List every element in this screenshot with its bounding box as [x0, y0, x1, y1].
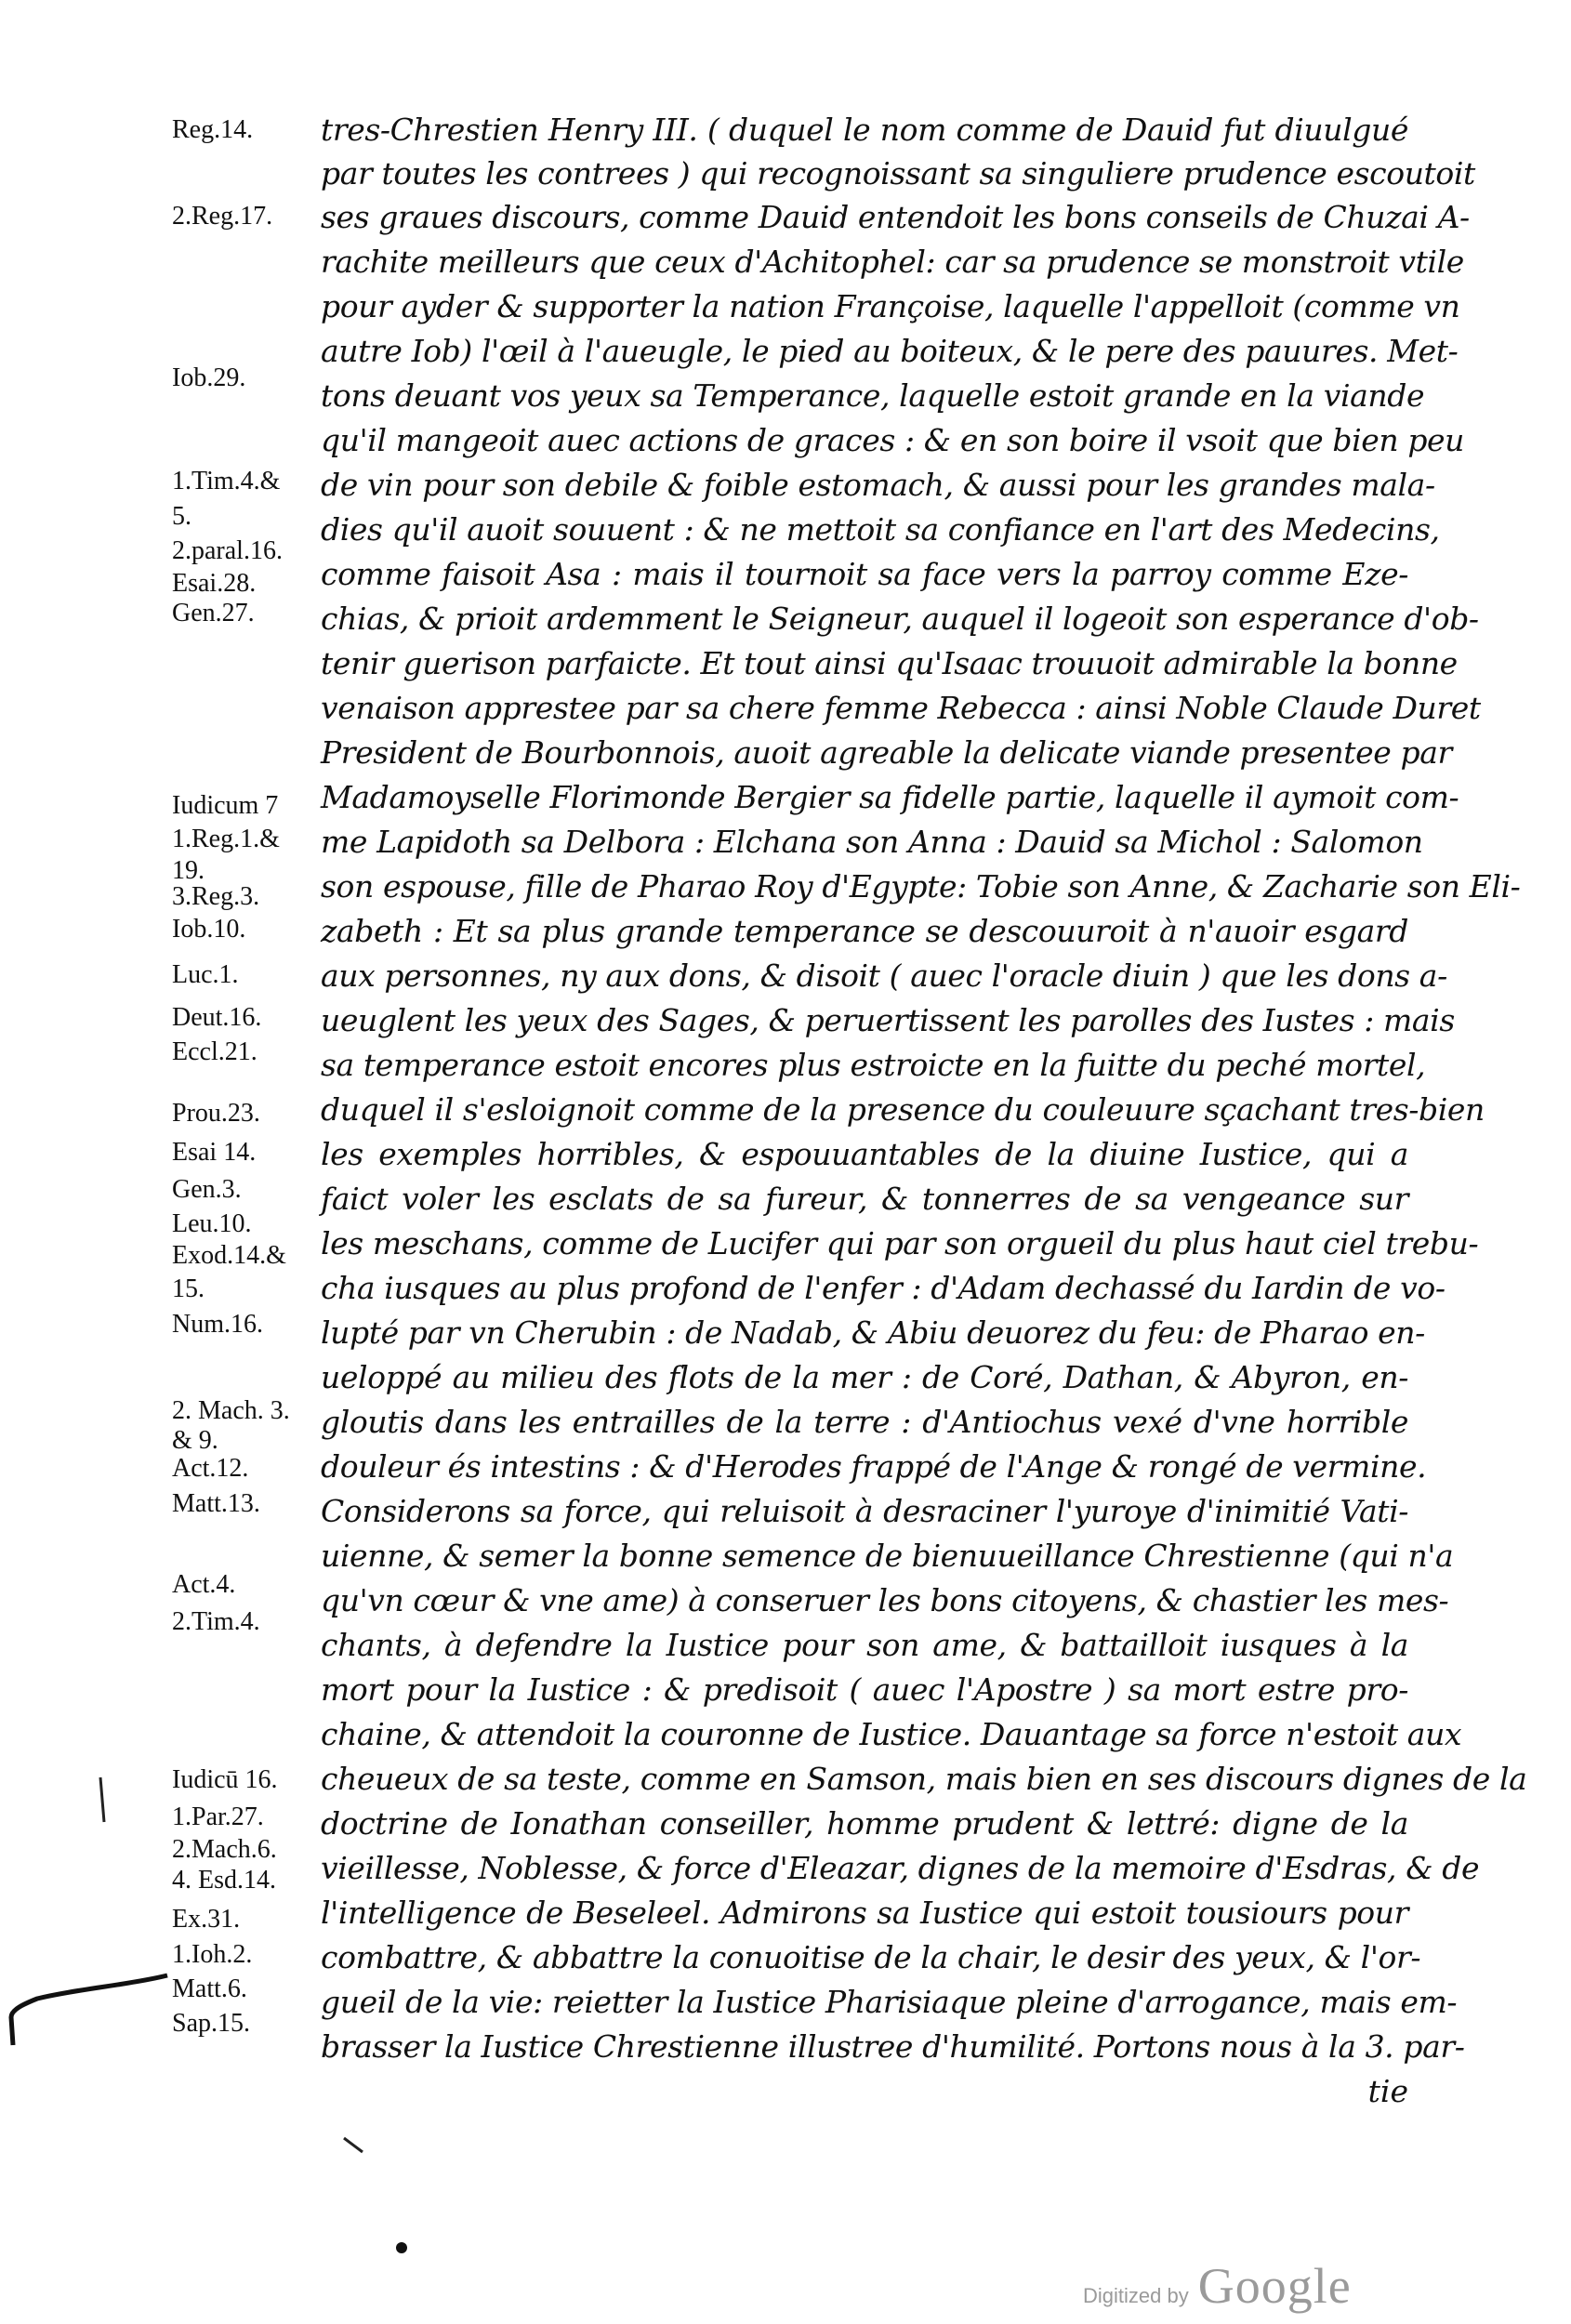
- margin-note: Matt.13.: [172, 1489, 260, 1518]
- margin-note: 2.Tim.4.: [172, 1607, 260, 1636]
- margin-note: Iudicū 16.: [172, 1765, 278, 1794]
- margin-note: & 9.: [172, 1426, 218, 1455]
- margin-note: Esai.28.: [172, 569, 257, 598]
- text-line: faict voler les esclats de sa fureur, & tonnerres de sa vengeance sur: [321, 1181, 1408, 1217]
- text-line: zabeth : Et sa plus grande temperance se descouuroit à n'auoir esgard: [321, 913, 1408, 949]
- text-line: tenir guerison parfaicte. Et tout ainsi qu'Isaac trouuoit admirable la bonne: [321, 645, 1458, 681]
- text-line: cheueux de sa teste, comme en Samson, mais bien en ses discours dignes de la: [321, 1761, 1527, 1797]
- text-line: duquel il s'esloignoit comme de la presence du couleuure sçachant tres-bien: [321, 1091, 1485, 1128]
- margin-note: Iob.29.: [172, 363, 246, 392]
- catchword: tie: [1367, 2073, 1408, 2109]
- text-line: gueil de la vie: reietter la Iustice Pharisiaque pleine d'arrogance, mais em-: [321, 1984, 1458, 2020]
- text-line: Madamoyselle Florimonde Bergier sa fidelle partie, laquelle il aymoit com-: [321, 779, 1459, 815]
- margin-note: 1.Tim.4.&: [172, 467, 281, 495]
- ink-stroke: [344, 2138, 363, 2152]
- text-line: combattre, & abbattre la conuoitise de la chair, le desir des yeux, & l'or-: [321, 1939, 1421, 1975]
- text-line: de vin pour son debile & foible estomach, & aussi pour les grandes mala-: [321, 467, 1435, 503]
- margin-note: 2.paral.16.: [172, 536, 283, 565]
- text-line: chaine, & attendoit la couronne de Iustice. Dauantage sa force n'estoit aux: [321, 1716, 1462, 1752]
- margin-note: Reg.14.: [172, 115, 254, 144]
- text-line: ueloppé au milieu des flots de la mer : de Coré, Dathan, & Abyron, en-: [321, 1359, 1408, 1395]
- watermark-prefix: Digitized by: [1083, 2284, 1189, 2307]
- margin-note: 2. Mach. 3.: [172, 1396, 290, 1425]
- ink-marks: [0, 1766, 177, 2054]
- text-line: dies qu'il auoit souuent : & ne mettoit sa confiance en l'art des Medecins,: [321, 511, 1440, 548]
- margin-note: 15.: [172, 1274, 205, 1303]
- margin-note: 5.: [172, 502, 191, 531]
- margin-note: Gen.3.: [172, 1175, 242, 1204]
- digitized-watermark: [1083, 2257, 1352, 2313]
- text-line: chias, & prioit ardemment le Seigneur, auquel il logeoit son esperance d'ob-: [321, 601, 1479, 637]
- text-line: vieillesse, Noblesse, & force d'Eleazar, dignes de la memoire d'Esdras, & de: [321, 1850, 1480, 1886]
- text-line: autre Iob) l'œil à l'aueugle, le pied au boiteux, & le pere des pauures. Met-: [321, 333, 1459, 369]
- margin-note: 19.: [172, 856, 205, 885]
- margin-note: Act.12.: [172, 1454, 249, 1483]
- text-line: President de Bourbonnois, auoit agreable la delicate viande presentee par: [321, 734, 1452, 771]
- text-line: uienne, & semer la bonne semence de bienuueillance Chrestienne (qui n'a: [321, 1538, 1454, 1574]
- text-line: mort pour la Iustice : & predisoit ( auec l'Apostre ) sa mort estre pro-: [321, 1671, 1408, 1708]
- margin-note: Leu.10.: [172, 1209, 252, 1238]
- ink-dots: [325, 2119, 437, 2268]
- margin-note: Act.4.: [172, 1570, 236, 1599]
- margin-note: Luc.1.: [172, 960, 239, 989]
- margin-note: Sap.15.: [172, 2009, 250, 2038]
- margin-note: Iob.10.: [172, 915, 246, 944]
- text-line: l'intelligence de Beseleel. Admirons sa Iustice qui estoit tousiours pour: [321, 1895, 1408, 1931]
- margin-note: 1.Par.27.: [172, 1802, 264, 1831]
- margin-note: Gen.27.: [172, 599, 255, 627]
- text-line: tons deuant vos yeux sa Temperance, laquelle estoit grande en la viande: [321, 377, 1425, 414]
- margin-note: Deut.16.: [172, 1003, 262, 1032]
- text-line: les exemples horribles, & espouuantables de la diuine Iustice, qui a: [321, 1136, 1408, 1172]
- margin-note: Esai 14.: [172, 1138, 257, 1167]
- text-line: par toutes les contrees ) qui recognoissant sa singuliere prudence escoutoit: [321, 155, 1475, 191]
- ink-dot: [396, 2242, 407, 2253]
- text-line: rachite meilleurs que ceux d'Achitophel: car sa prudence se monstroit vtile: [321, 244, 1464, 280]
- text-line: qu'il mangeoit auec actions de graces : & en son boire il vsoit que bien peu: [321, 422, 1465, 458]
- margin-note: 2.Reg.17.: [172, 202, 273, 231]
- margin-note: Iudicum 7: [172, 791, 279, 820]
- margin-note: Ex.31.: [172, 1905, 241, 1934]
- text-line: gloutis dans les entrailles de la terre : d'Antiochus vexé d'vne horrible: [321, 1404, 1408, 1440]
- text-line: qu'vn cœur & vne ame) à conseruer les bons citoyens, & chastier les mes-: [321, 1582, 1449, 1618]
- ink-stroke: [11, 1975, 167, 2045]
- text-line: sa temperance estoit encores plus estroicte en la fuitte du peché mortel,: [321, 1047, 1426, 1083]
- text-line: comme faisoit Asa : mais il tournoit sa face vers la parroy comme Eze-: [321, 556, 1408, 592]
- margin-note: Matt.6.: [172, 1974, 247, 2003]
- text-line: aux personnes, ny aux dons, & disoit ( auec l'oracle diuin ) que les dons a-: [321, 957, 1447, 994]
- margin-note: 4. Esd.14.: [172, 1866, 276, 1895]
- text-line: cha iusques au plus profond de l'enfer : d'Adam dechassé du Iardin de vo-: [321, 1270, 1446, 1306]
- text-line: me Lapidoth sa Delbora : Elchana son Anna : Dauid sa Michol : Salomon: [321, 824, 1423, 860]
- text-line: pour ayder & supporter la nation Françoise, laquelle l'appelloit (comme vn: [321, 288, 1460, 324]
- text-line: Considerons sa force, qui reluisoit à desraciner l'yuroye d'inimitié Vati-: [321, 1493, 1408, 1529]
- margin-note: Eccl.21.: [172, 1037, 257, 1066]
- text-line: les meschans, comme de Lucifer qui par son orgueil du plus haut ciel trebu-: [321, 1225, 1479, 1261]
- text-line: brasser la Iustice Chrestienne illustree d'humilité. Portons nous à la 3. par-: [321, 2028, 1465, 2065]
- margin-note: Exod.14.&: [172, 1241, 286, 1270]
- text-line: lupté par vn Cherubin : de Nadab, & Abiu deuorez du feu: de Pharao en-: [321, 1314, 1425, 1351]
- margin-note: 1.Ioh.2.: [172, 1940, 253, 1969]
- text-line: ueuglent les yeux des Sages, & peruertissent les parolles des Iustes : mais: [321, 1002, 1455, 1038]
- margin-note: Prou.23.: [172, 1099, 260, 1128]
- text-line: ses graues discours, comme Dauid entendoit les bons conseils de Chuzai A-: [321, 199, 1470, 235]
- text-line: tres-Chrestien Henry III. ( duquel le nom comme de Dauid fut diuulgué: [321, 112, 1408, 148]
- margin-note: 3.Reg.3.: [172, 882, 260, 911]
- text-line: douleur és intestins : & d'Herodes frappé de l'Ange & rongé de vermine.: [321, 1448, 1427, 1485]
- margin-note: 2.Mach.6.: [172, 1835, 277, 1864]
- text-line: son espouse, fille de Pharao Roy d'Egypte: Tobie son Anne, & Zacharie son Eli-: [321, 868, 1521, 905]
- google-logo: Google: [1197, 2258, 1352, 2314]
- text-line: chants, à defendre la Iustice pour son ame, & battailloit iusques à la: [321, 1627, 1408, 1663]
- ink-stroke: [100, 1777, 104, 1822]
- text-line: venaison apprestee par sa chere femme Rebecca : ainsi Noble Claude Duret: [321, 690, 1481, 726]
- text-line: doctrine de Ionathan conseiller, homme prudent & lettré: digne de la: [321, 1805, 1408, 1842]
- margin-note: 1.Reg.1.&: [172, 825, 280, 853]
- margin-note: Num.16.: [172, 1310, 263, 1339]
